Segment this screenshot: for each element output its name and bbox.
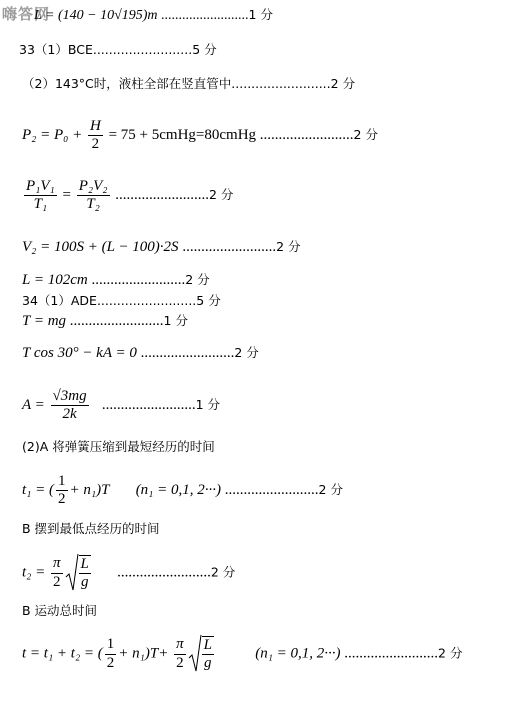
formula-equilibrium: T cos 30° − kA = 0 — [22, 345, 137, 361]
condition-n1: (n₁ = 0,1, 2···) — [255, 645, 341, 662]
frac-denominator: 2 — [58, 491, 66, 508]
answer-line-4 — [22, 118, 378, 154]
score: 2 分 — [318, 482, 343, 498]
sqrt-l-over-g — [188, 634, 214, 674]
formula-pressure-rhs: = 75 + 5cmHg=80cmHg — [108, 127, 257, 144]
dot-leader: ......................... — [161, 8, 249, 23]
answer-line-12 — [22, 441, 215, 454]
frac-numerator: L — [79, 556, 91, 574]
sqrt-fraction — [79, 555, 91, 592]
score: 2 分 — [276, 239, 301, 254]
question-34-2-a-text: (2)A 将弹簧压缩到最短经历的时间 — [22, 439, 215, 454]
frac-denominator: 2 — [176, 654, 184, 671]
frac-denominator: 2 — [106, 654, 115, 671]
formula-t1-lhs: t₁ = ( — [22, 482, 54, 499]
fraction-one-half — [105, 636, 117, 672]
fraction-pi-over-2 — [174, 636, 186, 672]
formula-total-mid: + n₁)T+ — [118, 645, 169, 662]
frac-numerator: 1 — [56, 473, 68, 491]
radical-sign-icon — [188, 634, 202, 674]
dot-leader: ......................... — [115, 187, 209, 204]
score: 5 分 — [196, 293, 221, 308]
dot-leader: ......................... — [91, 272, 186, 288]
formula-length-result: L = 102cm — [22, 272, 88, 288]
formula-pressure-lhs: P₂ = P₀ + — [22, 127, 83, 144]
fraction-one-half — [56, 473, 68, 509]
formula-total-lhs: t = t₁ + t₂ = ( — [22, 645, 103, 662]
frac-denominator: 2 — [91, 136, 100, 153]
condition-n1: (n₁ = 0,1, 2···) — [135, 482, 222, 499]
formula-tension: T = mg — [22, 313, 67, 329]
formula-amplitude-lhs: A = — [22, 397, 45, 414]
answer-line-13 — [22, 473, 343, 509]
formula-t2-lhs: t₂ = — [22, 564, 46, 581]
dot-leader: ......................... — [182, 239, 277, 255]
equals-sign: = — [62, 187, 71, 204]
formula-t1-rhs: + n₁)T — [69, 482, 110, 499]
score: 2 分 — [210, 564, 236, 580]
dot-leader: ......................... — [231, 76, 331, 91]
fraction-p2v2-t2 — [77, 178, 110, 214]
frac-denominator: T₁ — [33, 196, 48, 213]
formula-volume: V₂ = 100S + (L − 100)·2S — [22, 239, 179, 255]
frac-numerator: 1 — [105, 636, 117, 654]
question-33-1: 33（1）BCE — [19, 42, 93, 57]
score: 2 分 — [353, 127, 378, 143]
dot-leader: ......................... — [92, 42, 193, 57]
answer-line-9 — [22, 314, 188, 329]
question-33-2-text: （2）143°C时，液柱全部在竖直管中 — [22, 76, 232, 91]
frac-numerator: √3mg — [51, 388, 89, 406]
fraction-h-over-2 — [88, 118, 103, 154]
fraction-p1v1-t1 — [24, 178, 57, 214]
formula-length: L = (140 − 10√195)m — [34, 8, 158, 23]
answer-line-5 — [22, 178, 233, 214]
score: 2 分 — [330, 76, 356, 91]
frac-numerator: P₂V₂ — [77, 178, 110, 196]
dot-leader: ......................... — [224, 482, 319, 499]
answer-line-15 — [22, 553, 235, 593]
score: 2 分 — [438, 645, 463, 661]
frac-numerator: L — [202, 637, 214, 655]
frac-denominator: g — [80, 574, 89, 590]
answer-line-8 — [22, 295, 221, 308]
fraction-amplitude — [51, 388, 89, 424]
frac-numerator: P₁V₁ — [24, 178, 57, 196]
answer-line-10 — [22, 346, 259, 361]
score: 2 分 — [185, 272, 210, 287]
dot-leader: ......................... — [101, 397, 196, 414]
answer-line-14 — [22, 523, 160, 536]
score: 1 分 — [163, 313, 188, 328]
score: 2 分 — [209, 187, 234, 203]
answer-line-17 — [22, 634, 462, 674]
dot-leader: ......................... — [96, 293, 197, 308]
question-34-2-b-text: B 摆到最低点经历的时间 — [22, 521, 160, 536]
frac-numerator: π — [174, 636, 186, 654]
frac-denominator: g — [204, 655, 212, 671]
sqrt-l-over-g — [65, 553, 91, 593]
dot-leader: ......................... — [140, 345, 235, 361]
answer-line-16 — [22, 605, 97, 618]
fraction-pi-over-2 — [51, 555, 63, 591]
question-34-2-total-text: B 运动总时间 — [22, 603, 98, 618]
frac-numerator: H — [88, 118, 103, 136]
frac-denominator: T₂ — [86, 196, 100, 213]
dot-leader: ......................... — [69, 313, 164, 329]
score: 5 分 — [192, 42, 217, 57]
answer-line-11 — [22, 388, 220, 424]
frac-numerator: π — [51, 555, 63, 573]
dot-leader: ......................... — [117, 564, 211, 581]
answer-line-2 — [19, 44, 217, 57]
answer-line-1 — [34, 9, 273, 23]
sqrt-fraction — [202, 636, 214, 673]
dot-leader: ......................... — [259, 127, 354, 144]
frac-denominator: 2k — [62, 406, 77, 423]
radical-sign-icon — [65, 553, 79, 593]
score: 1 分 — [248, 7, 273, 22]
answer-line-7 — [22, 273, 210, 288]
score: 2 分 — [234, 345, 259, 360]
answer-line-3 — [22, 78, 355, 91]
question-34-1: 34（1）ADE — [22, 293, 97, 308]
score: 1 分 — [195, 397, 221, 413]
dot-leader: ......................... — [344, 645, 439, 662]
frac-denominator: 2 — [53, 573, 61, 590]
answer-line-6 — [22, 240, 301, 255]
watermark-text: 嗨答网 — [2, 5, 51, 23]
